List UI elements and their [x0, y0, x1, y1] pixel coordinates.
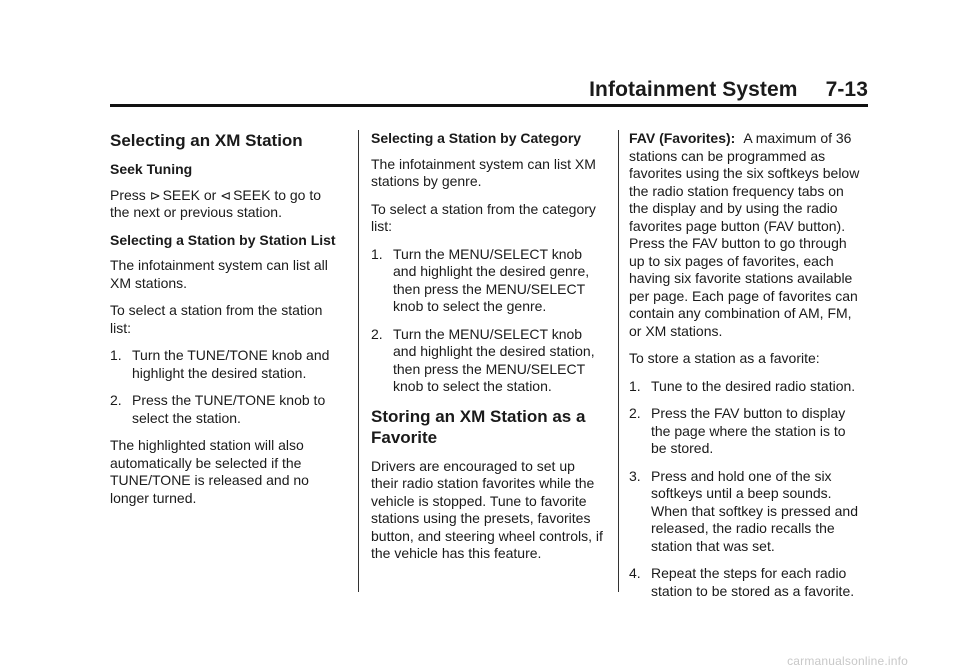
step-text: Turn the TUNE/TONE knob and highlight the desired station.	[132, 347, 330, 381]
seek-end-text: SEEK to go to the next or previous station.	[110, 186, 322, 220]
list-item	[371, 326, 603, 396]
step-number: 4.	[629, 565, 641, 581]
step-text: Turn the MENU/SELECT knob and highlight the desired genre, then press the MENU/SELECT knob to select the genre.	[393, 245, 590, 314]
category-paragraph-2: To select a station from the category list:	[371, 200, 596, 234]
step-text: Press and hold one of the six softkeys until a beep sounds. When that softkey is pressed and released, the radio recalls the station that was set.	[651, 467, 858, 554]
list-item	[629, 378, 861, 396]
step-text: Repeat the steps for each radio station to be stored as a favorite.	[651, 565, 855, 599]
step-number: 3.	[629, 467, 641, 484]
seek-mid-text: SEEK or	[162, 186, 217, 203]
list-item	[629, 565, 861, 600]
step-number: 2.	[629, 405, 641, 421]
step-number: 1.	[371, 245, 383, 262]
page-number: 7-13	[825, 78, 868, 101]
list-item	[629, 405, 861, 458]
subheading-seek-tuning: Seek Tuning	[110, 161, 193, 177]
subheading-category: Selecting a Station by Category	[371, 130, 582, 146]
column-2	[371, 130, 603, 573]
column-3	[629, 130, 861, 610]
seek-paragraph	[110, 187, 342, 222]
header-rule	[110, 104, 868, 107]
fav-term: FAV (Favorites):	[629, 130, 736, 146]
step-number: 2.	[110, 392, 122, 408]
list-item	[629, 468, 861, 556]
step-number: 2.	[371, 325, 383, 342]
step-text: Press the FAV button to display the page where the station is to be stored.	[651, 405, 846, 456]
seek-next-icon: ⊳	[149, 187, 161, 203]
step-text: Turn the MENU/SELECT knob and highlight the desired station, then press the MENU/SELECT knob to select the station.	[393, 325, 595, 394]
fav-definition	[629, 130, 861, 340]
subheading-station-list: Selecting a Station by Station List	[110, 231, 336, 248]
step-number: 1.	[629, 377, 641, 394]
step-number: 1.	[110, 347, 122, 363]
category-paragraph-1: The infotainment system can list XM stations by genre.	[371, 155, 596, 189]
fav-description: A maximum of 36 stations can be programmed as favorites using the six softkeys below the radio station frequency tabs on the display and by using the radio favorites page button (FAV button). Press the FAV button to go through up to six pages of favorites, each having six favorite stations available per page. Each page of favorites can contain any combination of AM, FM, or XM stations.	[629, 130, 860, 339]
watermark: carmanualsonline.info	[787, 654, 908, 668]
highlighted-station-paragraph: The highlighted station will also automatically be selected if the TUNE/TONE is released and no longer turned.	[110, 437, 309, 506]
favorite-paragraph: Drivers are encouraged to set up their radio station favorites while the vehicle is stopped. Tune to favorite stations using the presets, favorites button, and steering wheel controls, if the vehicle has this feature.	[371, 457, 603, 561]
column-divider-1	[358, 130, 359, 592]
station-list-paragraph-2: To select a station from the station list:	[110, 302, 323, 336]
column-divider-2	[618, 130, 619, 592]
section-heading-xm: Selecting an XM Station	[110, 131, 303, 150]
list-item	[371, 246, 603, 316]
page-header	[589, 78, 868, 102]
store-intro: To store a station as a favorite:	[629, 350, 820, 366]
step-text: Press the TUNE/TONE knob to select the station.	[132, 392, 326, 426]
section-title: Infotainment System	[589, 78, 798, 101]
station-list-paragraph-1: The infotainment system can list all XM stations.	[110, 257, 328, 291]
column-1	[110, 130, 342, 517]
seek-prev-icon: ⊲	[220, 187, 232, 203]
seek-press-text: Press	[110, 186, 146, 203]
list-item	[110, 347, 342, 382]
list-item	[110, 392, 342, 427]
step-text: Tune to the desired radio station.	[651, 377, 856, 394]
section-heading-favorite: Storing an XM Station as a Favorite	[371, 406, 586, 447]
